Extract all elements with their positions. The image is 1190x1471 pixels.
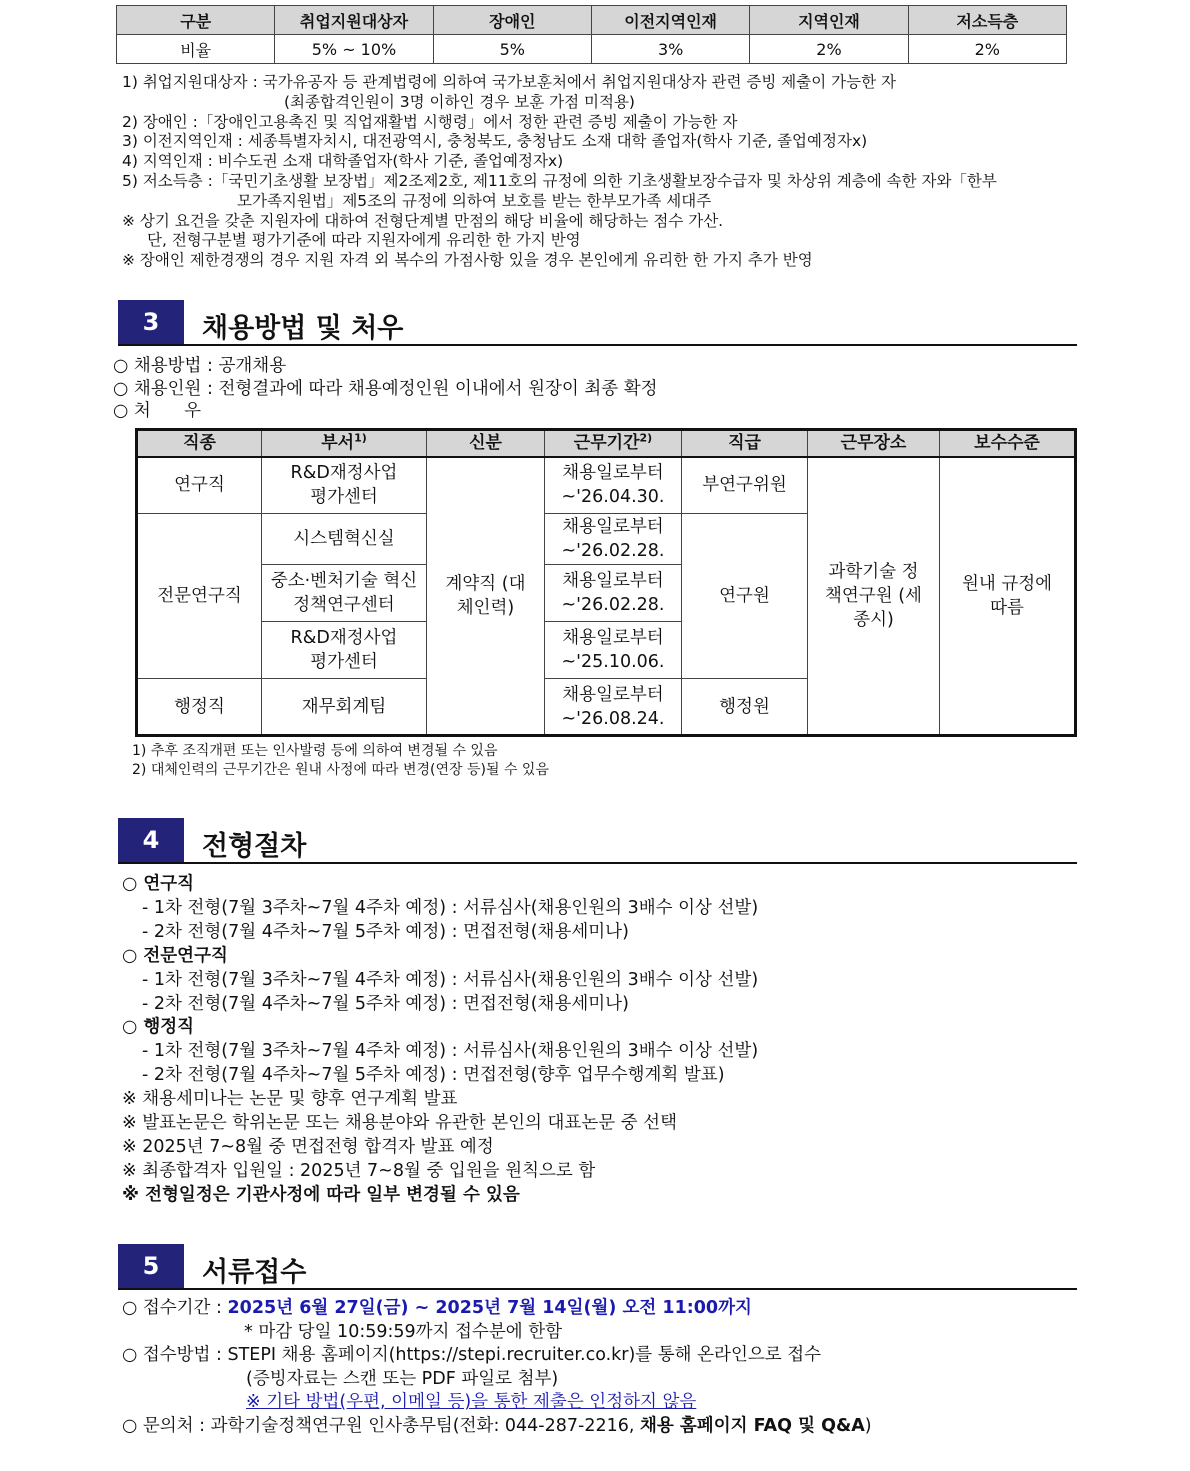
work-place: 과학기술 정책연구원 (세종시) [808, 457, 940, 736]
method-line [122, 1344, 872, 1368]
method-value: STEPI 채용 홈페이지(https://stepi.recruiter.co.kr)를 통해 온라인으로 접수 [227, 1345, 822, 1366]
job-rank: 연구원 [682, 514, 808, 679]
table-row [137, 457, 1076, 514]
work-period: 채용일로부터 ~'26.02.28. [545, 565, 682, 622]
step-line: - 2차 전형(7월 4주차~7월 5주차 예정) : 면접전형(채용세미나) [142, 993, 629, 1014]
col-header-text: 근무기간 [573, 433, 640, 454]
method-note: (증빙자료는 스캔 또는 PDF 파일로 첨부) [246, 1368, 559, 1389]
pay-level: 원내 규정에 따름 [940, 457, 1076, 736]
col-header-text: 부서 [321, 433, 355, 454]
work-period: 채용일로부터 ~'26.02.28. [545, 514, 682, 565]
treatment-table [135, 428, 1077, 737]
bullet-line: ○ 채용방법 : 공개채용 [113, 356, 287, 376]
bonus-header: 이전지역인재 [591, 6, 749, 35]
bonus-cell: 2% [750, 35, 908, 64]
period-value: 2025년 6월 27일(금) ~ 2025년 7월 14일(월) 오전 11:00까지 [227, 1298, 752, 1318]
bonus-header: 지역인재 [750, 6, 908, 35]
col-header: 직급 [682, 430, 808, 457]
job-type: 전문연구직 [137, 514, 262, 679]
note-line: ※ 상기 요건을 갖춘 지원자에 대하여 전형단계별 만점의 해당 비율에 해당하는 점수 가산. [122, 211, 724, 230]
section-title: 채용방법 및 처우 [202, 313, 404, 344]
group-heading: ○ 전문연구직 [122, 945, 228, 966]
treatment-header-row [137, 430, 1076, 457]
bonus-value-row [117, 35, 1067, 64]
department: 중소·벤처기술 혁신정책연구센터 [262, 565, 427, 622]
method-label: ○ 접수방법 : [122, 1345, 228, 1366]
step-line: - 1차 전형(7월 3주차~7월 4주차 예정) : 서류심사(채용인원의 3배수 이상 선발) [142, 1041, 759, 1062]
footnote: 2) 대체인력의 근무기간은 원내 사정에 따라 변경(연장 등)될 수 있음 [132, 762, 549, 778]
job-type: 행정직 [137, 679, 262, 736]
bonus-cell: 5% ~ 10% [275, 35, 433, 64]
bullet-line: ○ 채용인원 : 전형결과에 따라 채용예정인원 이내에서 원장이 최종 확정 [113, 378, 658, 399]
bonus-header: 장애인 [433, 6, 591, 35]
bonus-header: 저소득층 [908, 6, 1066, 35]
bonus-cell: 비율 [117, 35, 275, 64]
step-line: - 1차 전형(7월 3주차~7월 4주차 예정) : 서류심사(채용인원의 3배수 이상 선발) [142, 897, 759, 918]
contact-line [122, 1415, 872, 1439]
footnote: 1) 추후 조직개편 또는 인사발령 등에 의하여 변경될 수 있음 [132, 743, 498, 759]
work-period: 채용일로부터 ~'25.10.06. [545, 622, 682, 679]
bonus-header: 구분 [117, 6, 275, 35]
section-number: 3 [118, 300, 184, 344]
footnote-mark: 1) [354, 431, 367, 445]
section-title: 서류접수 [202, 1257, 307, 1288]
note-line: (최종합격인원이 3명 이하인 경우 보훈 가점 미적용) [284, 92, 635, 111]
section-header-3 [118, 300, 1077, 346]
step-line: - 2차 전형(7월 4주차~7월 5주차 예정) : 면접전형(채용세미나) [142, 921, 629, 942]
department: R&D재정사업 평가센터 [262, 457, 427, 514]
section-5-lines [122, 1297, 872, 1439]
bonus-notes [122, 73, 1102, 271]
footnote-mark: 2) [639, 431, 653, 445]
step-line: - 1차 전형(7월 3주차~7월 4주차 예정) : 서류심사(채용인원의 3배수 이상 선발) [142, 969, 759, 990]
work-period: 채용일로부터 ~'26.04.30. [545, 457, 682, 514]
job-type: 연구직 [137, 457, 262, 514]
department: 시스템혁신실 [262, 514, 427, 565]
note-line: 3) 이전지역인재 : 세종특별자치시, 대전광역시, 충청북도, 충청남도 소재 대학 졸업자(학사 기준, 졸업예정자x) [122, 132, 868, 151]
remark-line: ※ 채용세미나는 논문 및 향후 연구계획 발표 [122, 1089, 458, 1110]
note-line: ※ 장애인 제한경쟁의 경우 지원 자격 외 복수의 가점사항 있을 경우 본인에게 유리한 한 가지 추가 반영 [122, 251, 813, 270]
section-header-5 [118, 1244, 1077, 1290]
col-header: 직종 [137, 430, 262, 457]
col-header: 근무장소 [808, 430, 940, 457]
section-header-4 [118, 818, 1077, 864]
col-header-dept [262, 430, 427, 457]
col-header: 신분 [427, 430, 545, 457]
department: R&D재정사업 평가센터 [262, 622, 427, 679]
col-header: 보수수준 [940, 430, 1076, 457]
bonus-cell: 5% [433, 35, 591, 64]
note-line: 2) 장애인 :「장애인고용촉진 및 직업재활법 시행령」에서 정한 관련 증빙 제출이 가능한 자 [122, 112, 738, 131]
department: 재무회계팀 [262, 679, 427, 736]
contact-bold: 채용 홈페이지 FAQ 및 Q&A [640, 1415, 865, 1436]
note-line: 1) 취업지원대상자 : 국가유공자 등 관계법령에 의하여 국가보훈처에서 취업지원대상자 관련 증빙 제출이 가능한 자 [122, 73, 896, 91]
bonus-cell: 3% [591, 35, 749, 64]
contact-label: ○ 문의처 : 과학기술정책연구원 인사총무팀(전화: 044-287-2216, [122, 1415, 640, 1436]
section-3-lines [113, 355, 658, 423]
step-line: - 2차 전형(7월 4주차~7월 5주차 예정) : 면접전형(향후 업무수행계획 발표) [142, 1065, 725, 1086]
table-footnotes [132, 742, 549, 780]
note-line: 모가족지원법」제5조의 규정에 의하여 보호를 받는 한부모가족 세대주 [237, 191, 712, 210]
section-4-lines [122, 873, 758, 1208]
note-line: 4) 지역인재 : 비수도권 소재 대학졸업자(학사 기준, 졸업예정자x) [122, 152, 564, 171]
section-number: 4 [118, 818, 184, 862]
method-warning: ※ 기타 방법(우편, 이메일 등)을 통한 제출은 인정하지 않음 [246, 1392, 697, 1413]
period-label: ○ 접수기간 : [122, 1298, 228, 1318]
section-title: 전형절차 [202, 831, 307, 862]
work-period: 채용일로부터 ~'26.08.24. [545, 679, 682, 736]
group-heading: ○ 연구직 [122, 874, 195, 894]
employment-status: 계약직 (대체인력) [427, 457, 545, 736]
col-header-period [545, 430, 682, 457]
remark-line: ※ 2025년 7~8월 중 면접전형 합격자 발표 예정 [122, 1136, 494, 1157]
bonus-header-row [117, 6, 1067, 35]
job-rank: 부연구위원 [682, 457, 808, 514]
bonus-ratio-table [116, 5, 1067, 64]
remark-line: ※ 발표논문은 학위논문 또는 채용분야와 유관한 본인의 대표논문 중 선택 [122, 1113, 677, 1134]
period-line [122, 1297, 872, 1321]
job-rank: 행정원 [682, 679, 808, 736]
section-number: 5 [118, 1244, 184, 1288]
note-line: 단, 전형구분별 평가기준에 따라 지원자에게 유리한 한 가지 반영 [147, 231, 581, 250]
bonus-cell: 2% [908, 35, 1066, 64]
bullet-line: ○ 처 우 [113, 401, 202, 421]
note-line: 5) 저소득층 :「국민기초생활 보장법」제2조제2호, 제11호의 규정에 의한 기초생활보장수급자 및 차상위 계층에 속한 자와「한부 [122, 171, 997, 190]
remark-line-bold: ※ 전형일정은 기관사정에 따라 일부 변경될 수 있음 [122, 1184, 520, 1205]
period-note: * 마감 당일 10:59:59까지 접수분에 한함 [244, 1321, 563, 1342]
contact-end: ) [864, 1415, 872, 1436]
bonus-header: 취업지원대상자 [275, 6, 433, 35]
group-heading: ○ 행정직 [122, 1017, 195, 1038]
remark-line: ※ 최종합격자 입원일 : 2025년 7~8월 중 입원을 원칙으로 함 [122, 1160, 596, 1181]
